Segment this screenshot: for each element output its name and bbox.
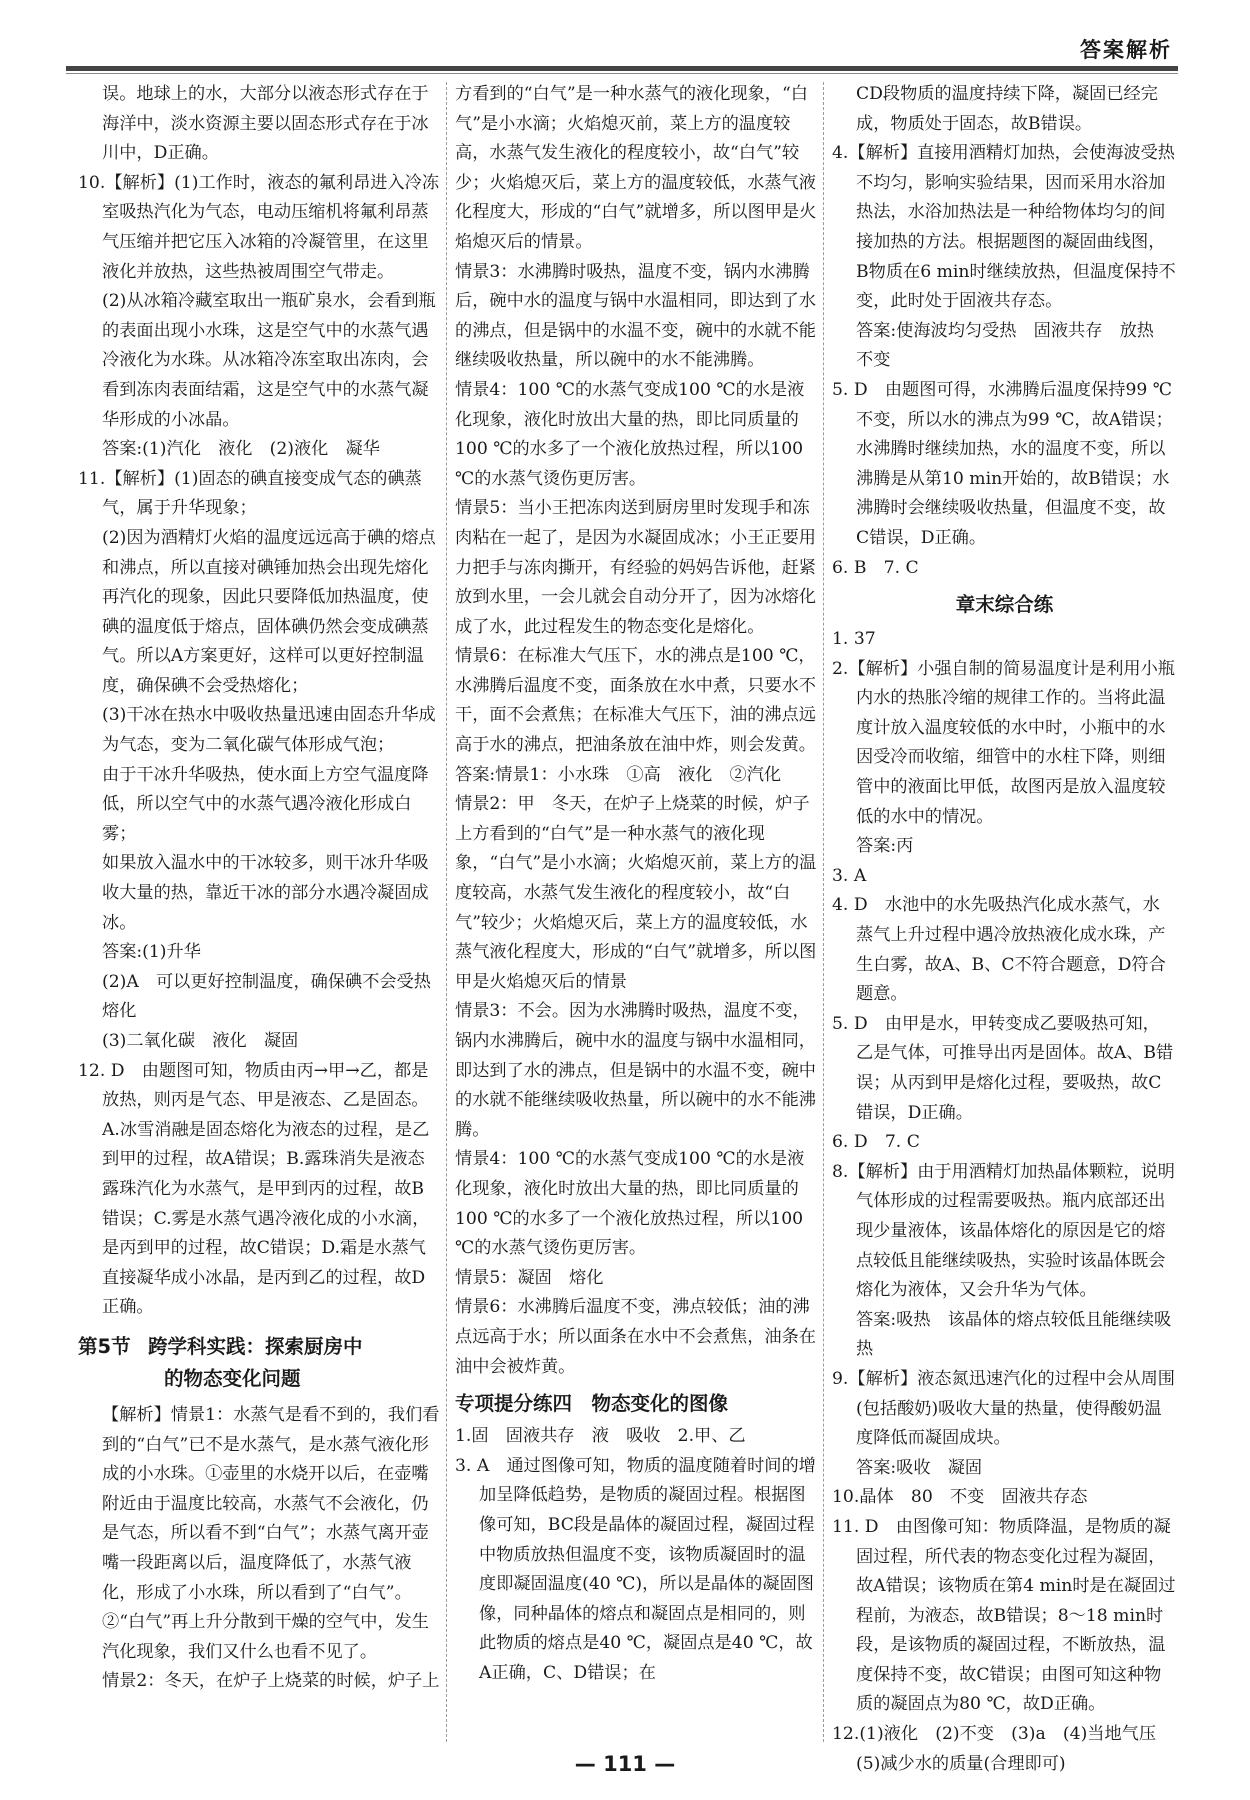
answer-paragraph: 8.【解析】由于用酒精灯加热晶体颗粒，说明气体形成的过程需要吸热。瓶内底部还出现少量液体，该晶体熔化的原因是它的熔点较低且能继续吸热，实验时该晶体既会熔化为液体，又会升华为气体。 [832, 1161, 1175, 1301]
section-heading: 章末综合练 [955, 593, 1054, 617]
answer-paragraph: 3. A 通过图像可知，物质的温度随着时间的增加呈降低趋势，是物质的凝固过程。根据图像可知，BC段是晶体的凝固过程，凝固过程中物质放热但温度不变，该物质凝固时的温度即凝固温度(40 ℃)，所以是晶体的凝固图像，同种晶体的熔点和凝固点是相同的，则此物质的熔点是40 ℃，凝固点是40 ℃，故A正确，C、D错误；在 [455, 1455, 816, 1683]
header-title: 答案解析 [1080, 38, 1172, 62]
answer-paragraph: (2)A 可以更好控制温度，确保碘不会受热熔化 [102, 971, 431, 1022]
answer-paragraph: 情景2：冬天，在炉子上烧菜的时候，炉子上 [102, 1671, 440, 1692]
answer-paragraph: 误。地球上的水，大部分以液态形式存在于海洋中，淡水资源主要以固态形式存在于冰川中，D正确。 [102, 84, 429, 164]
column-right [832, 80, 1177, 1779]
answer-paragraph: 4. D 水池中的水先吸热汽化成水蒸气，水蒸气上升过程中遇冷放热液化成水珠，产生白雾，故A、B、C不符合题意，D符合题意。 [832, 895, 1166, 1005]
answer-line: 答案:使海波均匀受热 固液共存 放热 不变 [856, 320, 1172, 371]
answer-paragraph: CD段物质的温度持续下降，凝固已经完成，物质处于固态，故B错误。 [856, 84, 1158, 134]
answer-paragraph: 6. B 7. C [832, 557, 919, 578]
answer-paragraph: (2)因为酒精灯火焰的温度远远高于碘的熔点和沸点，所以直接对碘锤加热会出现先熔化再汽化的现象，因此只要降低加热温度，使碘的温度低于熔点，固体碘仍然会变成碘蒸气。所以A方案更好，这样可以更好控制温度，确保碘不会受热熔化； [102, 527, 436, 696]
answer-line: 答案:吸收 凝固 [856, 1457, 983, 1478]
section-number: 第5节 [78, 1334, 131, 1358]
answer-paragraph: 【解析】情景1：水蒸气是看不到的，我们看到的“白气”已不是水蒸气，是水蒸气液化形成的小水珠。①壶里的水烧开以后，在壶嘴附近由于温度比较高，水蒸气不会液化，仍是气态，所以看不到“白气”；水蒸气离开壶嘴一段距离以后，温度降低了，水蒸气液化，形成了小水珠，所以看到了“白气”。②“白气”再上升分散到干燥的空气中，发生汽化现象，我们又什么也看不见了。 [102, 1404, 440, 1662]
answer-paragraph: 情景2：甲 冬天，在炉子上烧菜的时候，炉子上方看到的“白气”是一种水蒸气的液化现象，“白气”是小水滴；火焰熄灭前，菜上方的温度较高，水蒸气发生液化的程度较小，故“白气”较少；火焰熄灭后，菜上方的温度较低，水蒸气液化程度大，形成的“白气”就增多，所以图甲是火焰熄灭后的情景 [455, 794, 817, 992]
answer-paragraph: 1. 37 [832, 629, 876, 650]
answer-paragraph: (2)从冰箱冷藏室取出一瓶矿泉水，会看到瓶的表面出现小水珠，这是空气中的水蒸气遇冷液化为水珠。从冰箱冷冻室取出冻肉，会看到冻肉表面结霜，这是空气中的水蒸气凝华形成的小冰晶。 [102, 291, 436, 430]
answer-paragraph: 12.(1)液化 (2)不变 (3)a (4)当地气压 (5)减少水的质量(合理即可) [832, 1724, 1174, 1774]
section-title-line: 跨学科实践：探索厨房中 [148, 1334, 363, 1358]
answer-paragraph: 情景3：不会。因为水沸腾时吸热，温度不变，锅内水沸腾后，碗中水的温度与锅中水温相同，即达到了水的沸点，但是锅中的水温不变，碗中的水就不能继续吸收热量，所以碗中的水不能沸腾。 [455, 1001, 816, 1140]
answer-paragraph: (3)二氧化碳 液化 凝固 [102, 1031, 299, 1051]
header-rule [66, 66, 1178, 71]
section-title-line: 的物态变化问题 [164, 1366, 301, 1390]
answer-paragraph: 11. D 由图像可知：物质降温，是物质的凝固过程，所代表的物态变化过程为凝固，故A错误；该物质在第4 min时是在凝固过程前，为液态，故B错误；8～18 min时段，是该物质的凝固过程，不断放热，温度保持不变，故C错误；由图可知这种物质的凝固点为80 ℃，故D正确。 [832, 1516, 1176, 1715]
answer-paragraph: 5. D 由题图可得，水沸腾后温度保持99 ℃不变，所以水的沸点为99 ℃，故A错误；水沸腾时继续加热，水的温度不变，所以沸腾是从第10 min开始的，故B错误；水沸腾时会继续吸收热量，但温度不变，故C错误，D正确。 [832, 379, 1173, 548]
section-heading: 专项提分练四 物态变化的图像 [455, 1392, 729, 1416]
answer-paragraph: 4.【解析】直接用酒精灯加热，会使海波受热不均匀，影响实验结果，因而采用水浴加热法，水浴加热法是一种给物体均匀的间接加热的方法。根据题图的凝固曲线图，B物质在6 min时继续放热，但温度保持不变，此时处于固液共存态。 [832, 143, 1176, 312]
answer-paragraph: 11.【解析】(1)固态的碘直接变成气态的碘蒸气，属于升华现象； [78, 468, 422, 519]
answer-paragraph: 情景5：凝固 熔化 [455, 1267, 604, 1288]
answer-paragraph: 2.【解析】小强自制的简易温度计是利用小瓶内水的热胀冷缩的规律工作的。当将此温度计放入温度较低的水中时，小瓶中的水因受冷而收缩，细管中的水柱下降，则细管中的液面比甲低，故图丙是放入温度较低的水中的情况。 [832, 658, 1175, 827]
answer-paragraph: 9.【解析】液态氮迅速汽化的过程中会从周围(包括酸奶)吸收大量的热量，使得酸奶温度降低而凝固成块。 [832, 1368, 1175, 1449]
column-divider [823, 82, 824, 1742]
answer-paragraph: 12. D 由题图可知，物质由丙→甲→乙，都是放热，则丙是气态、甲是液态、乙是固态。A.冰雪消融是固态熔化为液态的过程，是乙到甲的过程，故A错误；B.露珠消失是液态露珠汽化为水蒸气，是甲到丙的过程，故B错误；C.雾是水蒸气遇冷液化成的小水滴，是丙到甲的过程，故C错误；D.霜是水蒸气直接凝华成小冰晶，是丙到乙的过程，故D正确。 [78, 1060, 430, 1318]
answer-paragraph: 情景5：当小王把冻肉送到厨房里时发现手和冻肉粘在一起了，是因为水凝固成冰；小王正要用力把手与冻肉撕开，有经验的妈妈告诉他，赶紧放到水里，一会儿就会自动分开了，因为冰熔化成了水，此过程发生的物态变化是熔化。 [455, 498, 816, 637]
answer-paragraph: 1.固 固液共存 液 吸收 2.甲、乙 [455, 1426, 746, 1447]
page-number: — 111 — [574, 1752, 676, 1776]
answer-paragraph: 情景4：100 ℃的水蒸气变成100 ℃的水是液化现象，液化时放出大量的热，即比同质量的100 ℃的水多了一个液化放热过程，所以100 ℃的水蒸气烫伤更厉害。 [455, 1149, 805, 1259]
answer-line: 答案:吸热 该晶体的熔点较低且能继续吸热 [856, 1309, 1172, 1360]
answer-paragraph: 如果放入温水中的干冰较多，则干冰升华吸收大量的热，靠近干冰的部分水遇冷凝固成冰。 [102, 853, 429, 933]
answer-line: 答案:丙 [856, 836, 914, 857]
column-left [78, 80, 440, 1697]
answer-paragraph: 情景4：100 ℃的水蒸气变成100 ℃的水是液化现象，液化时放出大量的热，即比同质量的100 ℃的水多了一个液化放热过程，所以100 ℃的水蒸气烫伤更厉害。 [455, 379, 805, 489]
answer-paragraph: 由于干冰升华吸热，使水面上方空气温度降低，所以空气中的水蒸气遇冷液化形成白雾； [102, 764, 429, 844]
answer-paragraph: 3. A [832, 865, 867, 886]
answer-line: 答案:(1)汽化 液化 (2)液化 凝华 [102, 439, 380, 460]
answer-paragraph: 10.晶体 80 不变 固液共存态 [832, 1487, 1088, 1508]
answer-paragraph: 情景3：水沸腾时吸热，温度不变，锅内水沸腾后，碗中水的温度与锅中水温相同，即达到了水的沸点，但是锅中的水温不变，碗中的水就不能继续吸收热量，所以碗中的水不能沸腾。 [455, 261, 816, 371]
column-divider [446, 82, 447, 1742]
answer-paragraph: 5. D 由甲是水，甲转变成乙要吸热可知，乙是气体，可推导出丙是固体。故A、B错误；从丙到甲是熔化过程，要吸热，故C错误，D正确。 [832, 1013, 1174, 1123]
answer-paragraph: 方看到的“白气”是一种水蒸气的液化现象，“白气”是小水滴；火焰熄灭前，菜上方的温度较高，水蒸气发生液化的程度较小，故“白气”较少；火焰熄灭后，菜上方的温度较低，水蒸气液化程度大，形成的“白气”就增多，所以图甲是火焰熄灭后的情景。 [455, 84, 817, 252]
answer-paragraph: 6. D 7. C [832, 1132, 920, 1153]
header-rule-thin [66, 73, 1178, 74]
answer-line: 答案:(1)升华 [102, 942, 201, 963]
section-heading [78, 1331, 440, 1395]
answer-paragraph: (3)干冰在热水中吸收热量迅速由固态升华成为气态，变为二氧化碳气体形成气泡； [102, 705, 436, 756]
answer-line: 答案:情景1：小水珠 ①高 液化 ②汽化 [455, 764, 782, 785]
answer-paragraph: 10.【解析】(1)工作时，液态的氟利昂进入冷冻室吸热汽化为气态，电动压缩机将氟利昂蒸气压缩并把它压入冰箱的冷凝管里，在这里液化并放热，这些热被周围空气带走。 [78, 172, 440, 282]
column-middle [455, 80, 817, 1688]
answer-paragraph: 情景6：水沸腾后温度不变，沸点较低；油的沸点远高于水；所以面条在水中不会煮焦，油条在油中会被炸黄。 [455, 1297, 816, 1377]
answer-paragraph: 情景6：在标准大气压下，水的沸点是100 ℃，水沸腾后温度不变，面条放在水中煮，只要水不干，面不会煮焦；在标准大气压下，油的沸点远高于水的沸点，把油条放在油中炸，则会发黄。 [455, 646, 816, 756]
